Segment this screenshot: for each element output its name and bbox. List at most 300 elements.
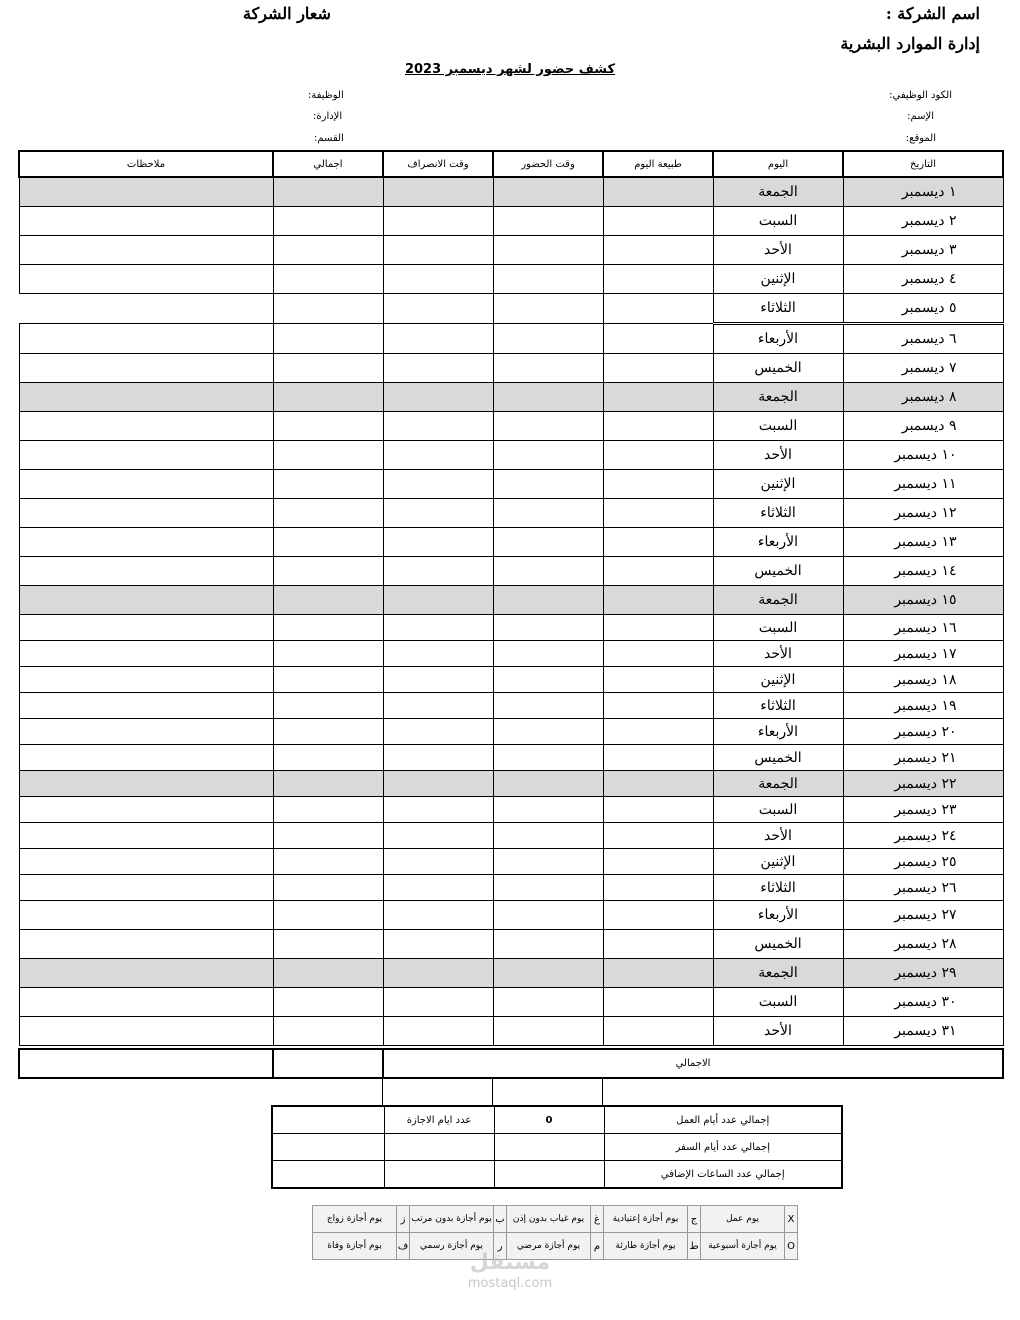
- check-in-cell[interactable]: [493, 586, 603, 615]
- day-type-cell[interactable]: [603, 412, 713, 441]
- col-date-header: التاريخ: [843, 151, 1003, 177]
- notes-cell[interactable]: [19, 875, 273, 901]
- date-cell: ٢٣ ديسمبر: [843, 797, 1003, 823]
- day-cell: الثلاثاء: [713, 693, 843, 719]
- check-out-cell[interactable]: [383, 557, 493, 586]
- date-cell: ١٩ ديسمبر: [843, 693, 1003, 719]
- legend-label: يوم أجازة إعتيادية: [604, 1206, 688, 1233]
- date-cell: ٢ ديسمبر: [843, 207, 1003, 236]
- admin-label: الإدارة:: [313, 111, 343, 122]
- row-total-cell[interactable]: [273, 988, 383, 1017]
- table-row: [19, 901, 1003, 930]
- table-row: [19, 1017, 1003, 1046]
- check-in-cell[interactable]: [493, 383, 603, 412]
- check-in-cell[interactable]: [493, 412, 603, 441]
- check-out-cell[interactable]: [383, 823, 493, 849]
- row-total-cell[interactable]: [273, 615, 383, 641]
- day-type-cell[interactable]: [603, 528, 713, 557]
- date-cell: ٥ ديسمبر: [843, 294, 1003, 324]
- col-total-header: اجمالي: [273, 151, 383, 177]
- total-value-cell[interactable]: [273, 1049, 383, 1078]
- check-out-cell[interactable]: [383, 177, 493, 207]
- legend-key: X: [785, 1206, 798, 1233]
- work-days-label: إجمالي عدد أيام العمل: [604, 1106, 842, 1134]
- row-total-cell[interactable]: [273, 823, 383, 849]
- col-day-type-header: طبيعة اليوم: [603, 151, 713, 177]
- date-cell: ١٤ ديسمبر: [843, 557, 1003, 586]
- row-total-cell[interactable]: [273, 797, 383, 823]
- day-cell: السبت: [713, 797, 843, 823]
- department-label: إدارة الموارد البشرية: [840, 34, 980, 53]
- employee-code-label: الكود الوظيفي:: [889, 90, 952, 101]
- date-cell: ٢١ ديسمبر: [843, 745, 1003, 771]
- row-total-cell[interactable]: [273, 265, 383, 294]
- check-out-cell[interactable]: [383, 265, 493, 294]
- check-in-cell[interactable]: [493, 667, 603, 693]
- row-total-cell[interactable]: [273, 177, 383, 207]
- check-in-cell[interactable]: [493, 236, 603, 265]
- day-cell: الثلاثاء: [713, 499, 843, 528]
- day-type-cell[interactable]: [603, 354, 713, 383]
- check-in-cell[interactable]: [493, 719, 603, 745]
- notes-cell[interactable]: [19, 693, 273, 719]
- notes-cell[interactable]: [19, 797, 273, 823]
- check-out-cell[interactable]: [383, 667, 493, 693]
- day-type-cell[interactable]: [603, 667, 713, 693]
- check-out-cell[interactable]: [383, 412, 493, 441]
- check-in-cell[interactable]: [493, 875, 603, 901]
- table-row: [19, 265, 1003, 294]
- notes-cell[interactable]: [19, 294, 273, 324]
- total-notes-cell[interactable]: [19, 1049, 273, 1078]
- col-check-in-header: وقت الحضور: [493, 151, 603, 177]
- table-row: [19, 693, 1003, 719]
- day-cell: السبت: [713, 207, 843, 236]
- notes-cell[interactable]: [19, 988, 273, 1017]
- day-type-cell[interactable]: [603, 499, 713, 528]
- row-total-cell[interactable]: [273, 470, 383, 499]
- day-cell: الإثنين: [713, 667, 843, 693]
- attendance-table: [18, 150, 1004, 1046]
- row-total-cell[interactable]: [273, 586, 383, 615]
- col-check-out-header: وقت الانصراف: [383, 151, 493, 177]
- notes-cell[interactable]: [19, 354, 273, 383]
- day-cell: الإثنين: [713, 470, 843, 499]
- legend-key: ز: [397, 1206, 410, 1233]
- row-total-cell[interactable]: [273, 875, 383, 901]
- date-cell: ٣٠ ديسمبر: [843, 988, 1003, 1017]
- row-total-cell[interactable]: [273, 528, 383, 557]
- legend-key: O: [785, 1233, 798, 1260]
- check-out-cell[interactable]: [383, 470, 493, 499]
- date-cell: ٦ ديسمبر: [843, 324, 1003, 354]
- day-cell: الإثنين: [713, 265, 843, 294]
- date-cell: ٢٦ ديسمبر: [843, 875, 1003, 901]
- check-out-cell[interactable]: [383, 499, 493, 528]
- check-out-cell[interactable]: [383, 797, 493, 823]
- job-label: الوظيفة:: [308, 90, 344, 101]
- divider: [382, 1077, 383, 1105]
- day-type-cell[interactable]: [603, 265, 713, 294]
- row-total-cell[interactable]: [273, 849, 383, 875]
- day-type-cell[interactable]: [603, 1017, 713, 1046]
- date-cell: ١٢ ديسمبر: [843, 499, 1003, 528]
- check-in-cell[interactable]: [493, 745, 603, 771]
- day-type-cell[interactable]: [603, 177, 713, 207]
- date-cell: ٤ ديسمبر: [843, 265, 1003, 294]
- notes-cell[interactable]: [19, 849, 273, 875]
- date-cell: ٢٢ ديسمبر: [843, 771, 1003, 797]
- date-cell: ١١ ديسمبر: [843, 470, 1003, 499]
- day-type-cell[interactable]: [603, 823, 713, 849]
- date-cell: ١٥ ديسمبر: [843, 586, 1003, 615]
- check-in-cell[interactable]: [493, 1017, 603, 1046]
- employee-name-label: الإسم:: [907, 111, 934, 122]
- table-row: [19, 771, 1003, 797]
- day-type-cell[interactable]: [603, 693, 713, 719]
- overtime-value[interactable]: [494, 1161, 604, 1189]
- day-cell: الجمعة: [713, 383, 843, 412]
- table-row: [19, 586, 1003, 615]
- day-type-cell[interactable]: [603, 236, 713, 265]
- table-header-row: [19, 151, 1003, 177]
- notes-cell[interactable]: [19, 959, 273, 988]
- day-type-cell[interactable]: [603, 441, 713, 470]
- check-in-cell[interactable]: [493, 930, 603, 959]
- table-row: [19, 988, 1003, 1017]
- day-cell: الجمعة: [713, 771, 843, 797]
- check-out-cell[interactable]: [383, 745, 493, 771]
- check-out-cell[interactable]: [383, 901, 493, 930]
- notes-cell[interactable]: [19, 324, 273, 354]
- notes-cell[interactable]: [19, 771, 273, 797]
- notes-cell[interactable]: [19, 641, 273, 667]
- row-total-cell[interactable]: [273, 901, 383, 930]
- check-out-cell[interactable]: [383, 441, 493, 470]
- section-label: القسم:: [314, 133, 344, 144]
- check-out-cell[interactable]: [383, 236, 493, 265]
- day-type-cell[interactable]: [603, 470, 713, 499]
- day-cell: الجمعة: [713, 177, 843, 207]
- row-total-cell[interactable]: [273, 207, 383, 236]
- summary-empty-cell[interactable]: [272, 1134, 384, 1161]
- table-row: [19, 615, 1003, 641]
- day-cell: الثلاثاء: [713, 294, 843, 324]
- row-total-cell[interactable]: [273, 354, 383, 383]
- row-total-cell[interactable]: [273, 294, 383, 324]
- day-type-cell[interactable]: [603, 959, 713, 988]
- day-type-cell[interactable]: [603, 771, 713, 797]
- legend-label: يوم أجازة رسمي: [410, 1233, 494, 1260]
- check-out-cell[interactable]: [383, 324, 493, 354]
- notes-cell[interactable]: [19, 470, 273, 499]
- row-total-cell[interactable]: [273, 959, 383, 988]
- page-title: كشف حضور لشهر ديسمبر 2023: [404, 62, 616, 77]
- check-out-cell[interactable]: [383, 1017, 493, 1046]
- day-cell: الجمعة: [713, 586, 843, 615]
- check-in-cell[interactable]: [493, 294, 603, 324]
- check-in-cell[interactable]: [493, 499, 603, 528]
- check-in-cell[interactable]: [493, 265, 603, 294]
- day-cell: الأحد: [713, 1017, 843, 1046]
- day-type-cell[interactable]: [603, 930, 713, 959]
- date-cell: ١٣ ديسمبر: [843, 528, 1003, 557]
- day-cell: السبت: [713, 988, 843, 1017]
- summary-empty-cell[interactable]: [384, 1134, 494, 1161]
- day-type-cell[interactable]: [603, 586, 713, 615]
- table-row: [19, 930, 1003, 959]
- row-total-cell[interactable]: [273, 441, 383, 470]
- check-in-cell[interactable]: [493, 797, 603, 823]
- table-row: [19, 383, 1003, 412]
- table-row: [19, 557, 1003, 586]
- table-row: [19, 875, 1003, 901]
- legend-label: يوم أجازة طارئة: [604, 1233, 688, 1260]
- check-in-cell[interactable]: [493, 324, 603, 354]
- date-cell: ١٦ ديسمبر: [843, 615, 1003, 641]
- check-in-cell[interactable]: [493, 557, 603, 586]
- check-out-cell[interactable]: [383, 988, 493, 1017]
- summary-table: [271, 1105, 843, 1189]
- row-total-cell[interactable]: [273, 236, 383, 265]
- day-type-cell[interactable]: [603, 383, 713, 412]
- notes-cell[interactable]: [19, 236, 273, 265]
- day-type-cell[interactable]: [603, 745, 713, 771]
- total-table: [18, 1048, 1004, 1079]
- table-row: [19, 849, 1003, 875]
- check-in-cell[interactable]: [493, 988, 603, 1017]
- leave-days-label: عدد ايام الاجازة: [384, 1106, 494, 1134]
- date-cell: ٢٥ ديسمبر: [843, 849, 1003, 875]
- notes-cell[interactable]: [19, 557, 273, 586]
- check-out-cell[interactable]: [383, 693, 493, 719]
- day-cell: الأربعاء: [713, 324, 843, 354]
- date-cell: ٩ ديسمبر: [843, 412, 1003, 441]
- legend-label: يوم أجازة أسبوعية: [701, 1233, 785, 1260]
- table-row: [19, 207, 1003, 236]
- notes-cell[interactable]: [19, 719, 273, 745]
- check-in-cell[interactable]: [493, 771, 603, 797]
- row-total-cell[interactable]: [273, 771, 383, 797]
- day-cell: السبت: [713, 615, 843, 641]
- legend-key: م: [591, 1233, 604, 1260]
- date-cell: ٣١ ديسمبر: [843, 1017, 1003, 1046]
- check-out-cell[interactable]: [383, 719, 493, 745]
- date-cell: ٢٧ ديسمبر: [843, 901, 1003, 930]
- day-cell: الأحد: [713, 823, 843, 849]
- day-cell: الأربعاء: [713, 528, 843, 557]
- legend-key: ب: [494, 1206, 507, 1233]
- day-cell: الأربعاء: [713, 901, 843, 930]
- date-cell: ١٧ ديسمبر: [843, 641, 1003, 667]
- check-out-cell[interactable]: [383, 959, 493, 988]
- day-cell: الأحد: [713, 441, 843, 470]
- divider: [492, 1077, 493, 1105]
- check-in-cell[interactable]: [493, 641, 603, 667]
- day-cell: الخميس: [713, 930, 843, 959]
- day-type-cell[interactable]: [603, 719, 713, 745]
- date-cell: ٧ ديسمبر: [843, 354, 1003, 383]
- day-type-cell[interactable]: [603, 641, 713, 667]
- check-out-cell[interactable]: [383, 354, 493, 383]
- day-type-cell[interactable]: [603, 797, 713, 823]
- overtime-label: إجمالي عدد الساعات الإضافي: [604, 1161, 842, 1189]
- notes-cell[interactable]: [19, 667, 273, 693]
- row-total-cell[interactable]: [273, 412, 383, 441]
- row-total-cell[interactable]: [273, 719, 383, 745]
- row-total-cell[interactable]: [273, 499, 383, 528]
- notes-cell[interactable]: [19, 207, 273, 236]
- notes-cell[interactable]: [19, 383, 273, 412]
- day-type-cell[interactable]: [603, 901, 713, 930]
- check-in-cell[interactable]: [493, 177, 603, 207]
- legend-label: يوم أجازة وفاة: [313, 1233, 397, 1260]
- notes-cell[interactable]: [19, 499, 273, 528]
- day-cell: الخميس: [713, 354, 843, 383]
- table-row: [19, 470, 1003, 499]
- legend-label: يوم عمل: [701, 1206, 785, 1233]
- table-row: [19, 499, 1003, 528]
- check-out-cell[interactable]: [383, 586, 493, 615]
- company-name-label: اسم الشركة :: [885, 4, 980, 23]
- day-cell: الثلاثاء: [713, 875, 843, 901]
- row-total-cell[interactable]: [273, 641, 383, 667]
- check-in-cell[interactable]: [493, 470, 603, 499]
- legend-key: ج: [688, 1206, 701, 1233]
- day-type-cell[interactable]: [603, 849, 713, 875]
- day-cell: الخميس: [713, 745, 843, 771]
- summary-empty-cell[interactable]: [384, 1161, 494, 1189]
- check-out-cell[interactable]: [383, 528, 493, 557]
- row-total-cell[interactable]: [273, 667, 383, 693]
- day-cell: الجمعة: [713, 959, 843, 988]
- legend-key: ف: [397, 1233, 410, 1260]
- date-cell: ٢٩ ديسمبر: [843, 959, 1003, 988]
- row-total-cell[interactable]: [273, 693, 383, 719]
- check-out-cell[interactable]: [383, 875, 493, 901]
- check-out-cell[interactable]: [383, 641, 493, 667]
- table-row: [19, 412, 1003, 441]
- check-in-cell[interactable]: [493, 354, 603, 383]
- notes-cell[interactable]: [19, 1017, 273, 1046]
- date-cell: ٢٠ ديسمبر: [843, 719, 1003, 745]
- check-in-cell[interactable]: [493, 207, 603, 236]
- row-total-cell[interactable]: [273, 930, 383, 959]
- legend-key: ر: [494, 1233, 507, 1260]
- check-in-cell[interactable]: [493, 959, 603, 988]
- travel-days-label: إجمالي عدد أيام السفر: [604, 1134, 842, 1161]
- date-cell: ٢٨ ديسمبر: [843, 930, 1003, 959]
- row-total-cell[interactable]: [273, 383, 383, 412]
- travel-days-value[interactable]: [494, 1134, 604, 1161]
- divider: [602, 1077, 603, 1105]
- table-row: [19, 667, 1003, 693]
- notes-cell[interactable]: [19, 528, 273, 557]
- check-in-cell[interactable]: [493, 615, 603, 641]
- check-in-cell[interactable]: [493, 693, 603, 719]
- check-out-cell[interactable]: [383, 930, 493, 959]
- legend-key: غ: [591, 1206, 604, 1233]
- notes-cell[interactable]: [19, 823, 273, 849]
- check-out-cell[interactable]: [383, 615, 493, 641]
- table-row: [19, 294, 1003, 324]
- watermark-url: mostaql.com: [467, 1276, 553, 1291]
- notes-cell[interactable]: [19, 586, 273, 615]
- legend-label: يوم غياب بدون إذن: [507, 1206, 591, 1233]
- notes-cell[interactable]: [19, 177, 273, 207]
- date-cell: ٨ ديسمبر: [843, 383, 1003, 412]
- notes-cell[interactable]: [19, 265, 273, 294]
- location-label: الموقع:: [905, 133, 936, 144]
- notes-cell[interactable]: [19, 412, 273, 441]
- table-row: [19, 823, 1003, 849]
- col-day-header: اليوم: [713, 151, 843, 177]
- check-out-cell[interactable]: [383, 207, 493, 236]
- work-days-value[interactable]: 0: [494, 1106, 604, 1134]
- legend-key: ط: [688, 1233, 701, 1260]
- notes-cell[interactable]: [19, 441, 273, 470]
- table-row: [19, 959, 1003, 988]
- day-type-cell[interactable]: [603, 557, 713, 586]
- row-total-cell[interactable]: [273, 1017, 383, 1046]
- day-type-cell[interactable]: [603, 207, 713, 236]
- table-row: [19, 797, 1003, 823]
- notes-cell[interactable]: [19, 615, 273, 641]
- day-type-cell[interactable]: [603, 875, 713, 901]
- table-row: [19, 236, 1003, 265]
- check-in-cell[interactable]: [493, 849, 603, 875]
- table-row: [19, 745, 1003, 771]
- notes-cell[interactable]: [19, 901, 273, 930]
- row-total-cell[interactable]: [273, 557, 383, 586]
- check-in-cell[interactable]: [493, 901, 603, 930]
- day-type-cell[interactable]: [603, 615, 713, 641]
- day-cell: الأحد: [713, 641, 843, 667]
- date-cell: ٣ ديسمبر: [843, 236, 1003, 265]
- check-in-cell[interactable]: [493, 823, 603, 849]
- check-out-cell[interactable]: [383, 294, 493, 324]
- check-out-cell[interactable]: [383, 383, 493, 412]
- day-cell: الأحد: [713, 236, 843, 265]
- row-total-cell[interactable]: [273, 745, 383, 771]
- legend-label: يوم أجازة مرضي: [507, 1233, 591, 1260]
- notes-cell[interactable]: [19, 745, 273, 771]
- table-row: [19, 354, 1003, 383]
- day-type-cell[interactable]: [603, 324, 713, 354]
- date-cell: ١٨ ديسمبر: [843, 667, 1003, 693]
- date-cell: ١٠ ديسمبر: [843, 441, 1003, 470]
- check-out-cell[interactable]: [383, 849, 493, 875]
- day-type-cell[interactable]: [603, 988, 713, 1017]
- leave-days-value[interactable]: [272, 1106, 384, 1134]
- check-in-cell[interactable]: [493, 528, 603, 557]
- check-in-cell[interactable]: [493, 441, 603, 470]
- check-out-cell[interactable]: [383, 771, 493, 797]
- summary-empty-cell[interactable]: [272, 1161, 384, 1189]
- day-cell: الخميس: [713, 557, 843, 586]
- total-label: الاجمالي: [383, 1049, 1003, 1078]
- company-logo-label: شعار الشركة: [243, 4, 331, 23]
- row-total-cell[interactable]: [273, 324, 383, 354]
- date-cell: ٢٤ ديسمبر: [843, 823, 1003, 849]
- table-row: [19, 177, 1003, 207]
- notes-cell[interactable]: [19, 930, 273, 959]
- watermark-logo: مستقل: [469, 1250, 551, 1275]
- legend-label: يوم أجازة زواج: [313, 1206, 397, 1233]
- table-row: [19, 441, 1003, 470]
- table-row: [19, 528, 1003, 557]
- day-type-cell[interactable]: [603, 294, 713, 324]
